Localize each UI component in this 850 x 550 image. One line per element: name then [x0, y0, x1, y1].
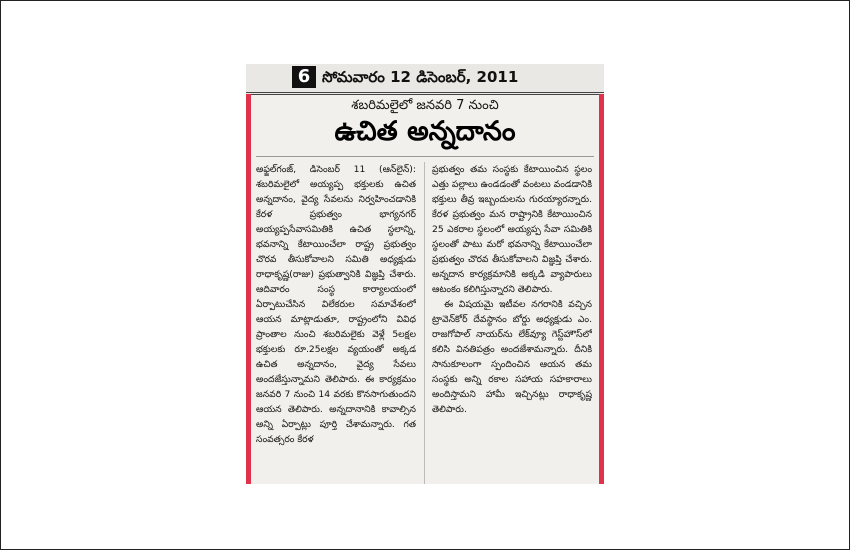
- newspaper-clipping: [246, 64, 604, 484]
- page-header: [246, 64, 604, 95]
- page-number: 6: [292, 66, 316, 88]
- kicker-line: శబరిమలైలో జనవరి 7 నుంచి: [351, 98, 499, 113]
- column-divider: [424, 162, 425, 484]
- headline-rule: [256, 156, 594, 157]
- article-paragraph: ఈ విషయమై ఇటీవల నగరానికి వచ్చిన ట్రావెన్‌కోర్ దేవస్థానం బోర్డు అధ్యక్షుడు ఎం. రాజగోపాల్ నాయర్‌ను లేక్‌వ్యూ గెస్ట్‌హౌస్‌లో కలిసి వినతిపత్రం అందజేశామన్నారు. దీనికి సానుకూలంగా స్పందించిన ఆయన తమ సంస్థకు అన్ని రకాల సహాయ సహకారాలు అందిస్తామని హామీ ఇచ్చినట్లు రాధాకృష్ణ తెలిపారు.: [432, 299, 592, 415]
- article-paragraph: ప్రభుత్వం తమ సంస్థకు కేటాయించిన స్థలం ఎత్తు పల్లాలు ఉండడంతో వంటలు వండడానికి భక్తులు తీవ్ర ఇబ్బందులను గురయ్యారన్నారు. కేరళ ప్రభుత్వం మన రాష్ట్రానికి కేటాయించిన 25 ఎకరాల స్థలంలో అయ్యప్ప సేవా సమితికి స్థలంతో పాటు మరో భవనాన్ని కేటాయించేలా ప్రభుత్వం చొరవ తీసుకోవాలని విజ్ఞప్తి చేశారు. అన్నదాన కార్యక్రమానికి అక్కడి వ్యాపారులు ఆటంకం కలిగిస్తున్నారని తెలిపారు.: [432, 164, 592, 295]
- headline: ఉచిత అన్నదానం: [334, 116, 516, 147]
- article-column-left: [256, 162, 416, 484]
- article-paragraph: అఫ్జల్‌గంజ్, డిసెంబర్ 11 (ఆన్‌లైన్): శబరిమలైలో అయ్యప్ప భక్తులకు ఉచిత అన్నదానం, వైద్య సేవలను నిర్వహించడానికి కేరళ ప్రభుత్వం భాగ్యనగర్ అయ్యప్పసేవాసమితికి ఉచిత స్థలాన్ని, భవనాన్ని కేటాయించేలా రాష్ట్ర ప్రభుత్వం చొరవ తీసుకోవాలని సమితి అధ్యక్షుడు రాధాకృష్ణ(రాజు) ప్రభుత్వానికి విజ్ఞప్తి చేశారు. ఆదివారం సంస్థ కార్యాలయంలో ఏర్పాటుచేసిన విలేకరుల సమావేశంలో ఆయన మాట్లాడుతూ, రాష్ట్రంలోని వివిధ ప్రాంతాల నుంచి శబరిమలైకు వెళ్లే 5లక్షల భక్తులకు రూ.25లక్షల వ్యయంతో అక్కడ ఉచిత అన్నదానం, వైద్య సేవలు అందజేస్తున్నామని తెలిపారు. ఈ కార్యక్రమం జనవరి 7 నుంచి 14 వరకు కొనసాగుతుందని ఆయన తెలిపారు. అన్నదానానికి కావాల్సిన అన్ని ఏర్పాట్లు పూర్తి చేశామన్నారు. గత సంవత్సరం కేరళ: [256, 164, 416, 445]
- article-column-right: [432, 162, 592, 484]
- dateline: సోమవారం 12 డిసెంబర్, 2011: [322, 68, 519, 86]
